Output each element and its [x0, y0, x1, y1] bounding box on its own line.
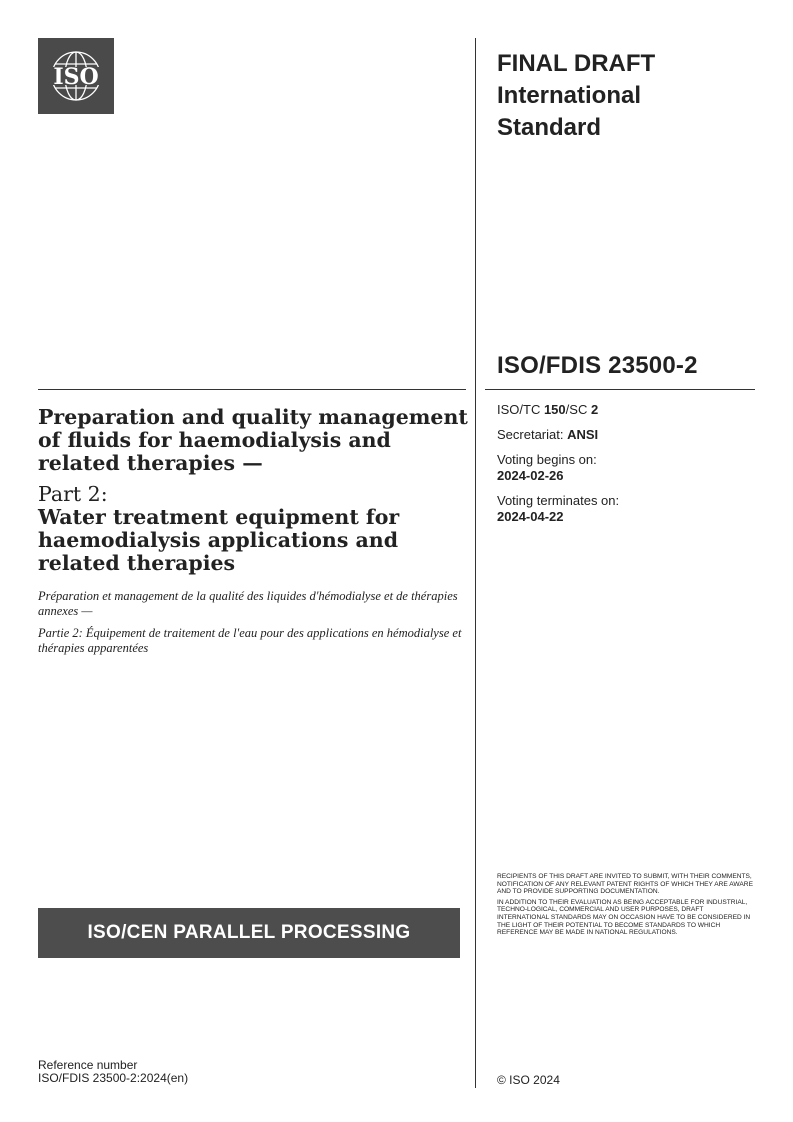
committee: ISO/TC 150/SC 2 [497, 402, 599, 417]
iso-globe-icon [38, 38, 114, 114]
main-title: Preparation and quality management of fluids for haemodialysis and related therapies — [38, 405, 468, 475]
status-line-3: Standard [497, 114, 602, 141]
document-title [38, 406, 468, 656]
reference-number [38, 1059, 188, 1085]
column-divider [475, 38, 476, 1088]
status-line-1: FINAL DRAFT [497, 50, 656, 77]
voting-terminates: Voting terminates on: 2024-04-22 [497, 493, 620, 524]
right-rule [485, 389, 755, 390]
iso-logo-text: ISO [53, 64, 99, 90]
part-label: Part 2: [38, 482, 108, 506]
copyright: © ISO 2024 [497, 1073, 560, 1087]
french-main-title: Préparation et management de la qualité des liquides d'hémodialyse et de thérapies annexes — [38, 589, 458, 618]
french-part-title: Partie 2: Équipement de traitement de l'eau pour des applications en hémodialyse et thérapies apparentées [38, 626, 462, 655]
notice-paragraph-2: IN ADDITION TO THEIR EVALUATION AS BEING ACCEPTABLE FOR INDUSTRIAL, TECHNO-LOGICAL, COMMERCIAL AND USER PURPOSES, DRAFT INTERNATIONAL STANDARDS MAY ON OCCASION HAVE TO BE CONSIDERED IN THE LIGHT OF THEIR POTENTIAL TO BECOME STANDARDS TO WHICH REFERENCE MAY BE MADE IN NATIONAL REGULATIONS. [497, 898, 751, 937]
standard-number: ISO/FDIS 23500-2 [497, 352, 698, 379]
recipients-notice [497, 873, 757, 940]
voting-begins: Voting begins on: 2024-02-26 [497, 452, 597, 483]
left-rule [38, 389, 466, 390]
part-title: Water treatment equipment for haemodialysis applications and related therapies [38, 505, 400, 575]
secretariat: Secretariat: ANSI [497, 427, 599, 442]
notice-paragraph-1: RECIPIENTS OF THIS DRAFT ARE INVITED TO SUBMIT, WITH THEIR COMMENTS, NOTIFICATION OF ANY RELEVANT PATENT RIGHTS OF WHICH THEY ARE AWARE AND TO PROVIDE SUPPORTING DOCUMENTATION. [497, 873, 753, 896]
document-metadata [497, 402, 747, 534]
status-line-2: International [497, 82, 642, 109]
iso-logo [38, 38, 114, 114]
parallel-processing-banner: ISO/CEN PARALLEL PROCESSING [38, 908, 460, 958]
reference-label: Reference number [38, 1058, 138, 1072]
reference-value: ISO/FDIS 23500-2:2024(en) [38, 1071, 189, 1085]
document-status [497, 48, 757, 144]
